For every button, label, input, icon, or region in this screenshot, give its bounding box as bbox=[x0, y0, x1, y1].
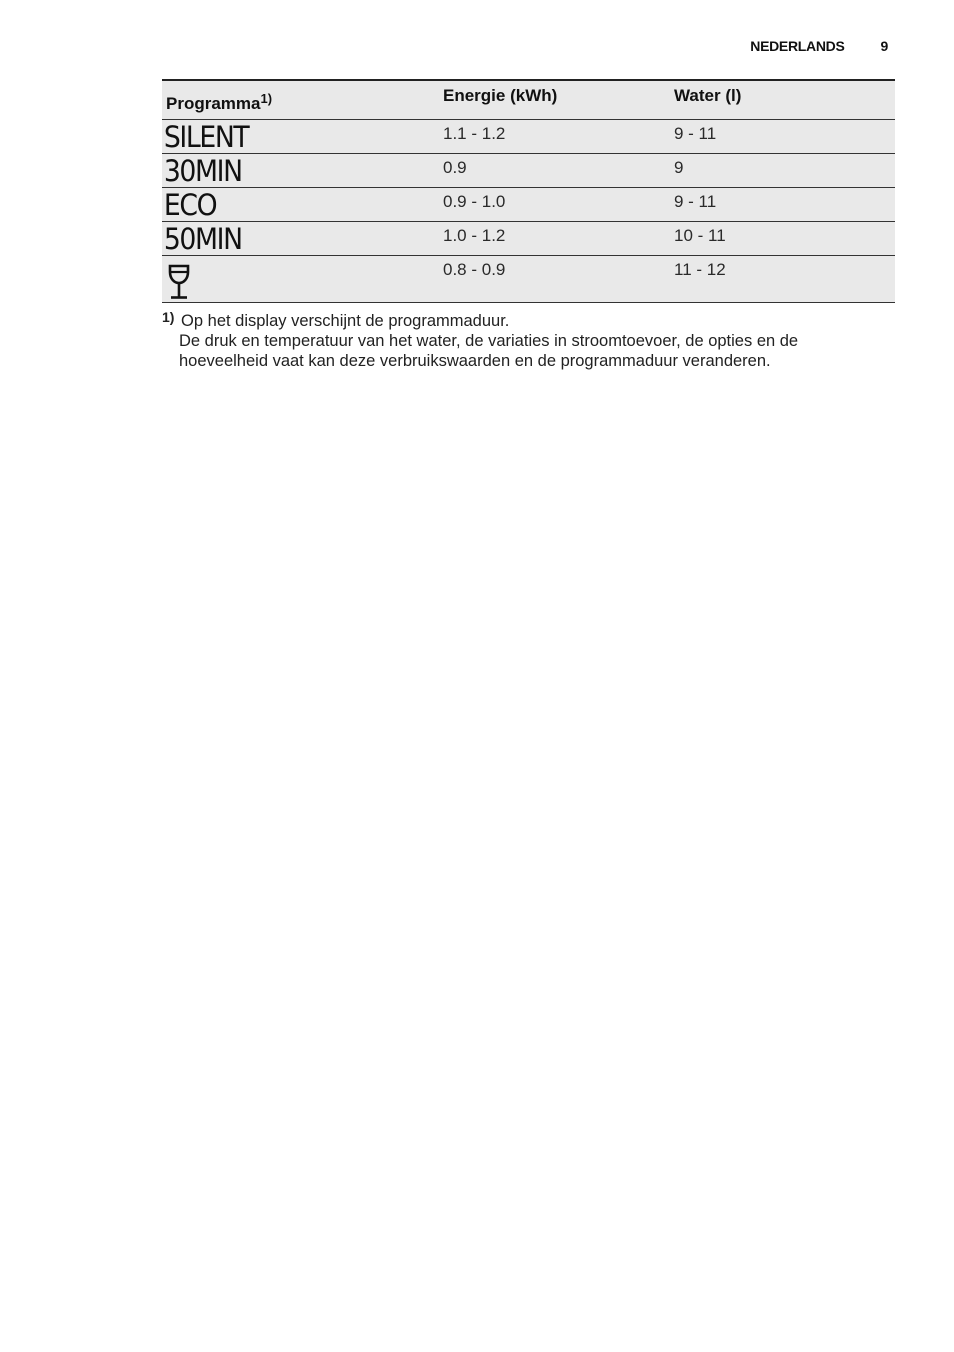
program-name: SILENT bbox=[163, 120, 249, 154]
table-header-row bbox=[162, 81, 895, 120]
water-value: 9 bbox=[674, 158, 684, 177]
language-label: NEDERLANDS bbox=[750, 38, 845, 54]
table-row bbox=[162, 120, 895, 154]
column-header-water: Water (l) bbox=[674, 86, 742, 105]
footnote-line-3: hoeveelheid vaat kan deze verbruikswaarden en de programmaduur veranderen. bbox=[179, 352, 771, 370]
wine-glass-icon bbox=[166, 260, 190, 305]
program-icon-cell bbox=[162, 256, 439, 305]
water-value: 9 - 11 bbox=[674, 192, 717, 211]
program-name: 30MIN bbox=[163, 154, 242, 188]
table-row bbox=[162, 222, 895, 256]
page-number: 9 bbox=[880, 38, 888, 54]
energy-value: 0.9 - 1.0 bbox=[443, 192, 506, 211]
footnote-line-1: Op het display verschijnt de programmaduur. bbox=[181, 312, 510, 330]
water-value: 9 - 11 bbox=[674, 124, 717, 143]
column-header-energy: Energie (kWh) bbox=[443, 86, 558, 105]
consumption-table bbox=[162, 79, 895, 303]
table-row bbox=[162, 256, 895, 303]
program-name: ECO bbox=[163, 188, 217, 222]
footnote-line-2: De druk en temperatuur van het water, de variaties in stroomtoevoer, de opties en de bbox=[179, 332, 799, 350]
footnote-marker: 1) bbox=[162, 309, 175, 325]
energy-value: 0.8 - 0.9 bbox=[443, 260, 506, 279]
water-value: 10 - 11 bbox=[674, 226, 726, 245]
program-name: 50MIN bbox=[163, 222, 242, 256]
energy-value: 1.1 - 1.2 bbox=[443, 124, 506, 143]
page-header bbox=[750, 38, 888, 54]
energy-value: 0.9 bbox=[443, 158, 467, 177]
table-row bbox=[162, 154, 895, 188]
table-row bbox=[162, 188, 895, 222]
footnote-ref: 1) bbox=[260, 91, 273, 106]
water-value: 11 - 12 bbox=[674, 260, 726, 279]
footnote bbox=[162, 311, 882, 371]
column-header-program: Programma$^{1)}$ bbox=[166, 91, 273, 113]
energy-value: 1.0 - 1.2 bbox=[443, 226, 506, 245]
